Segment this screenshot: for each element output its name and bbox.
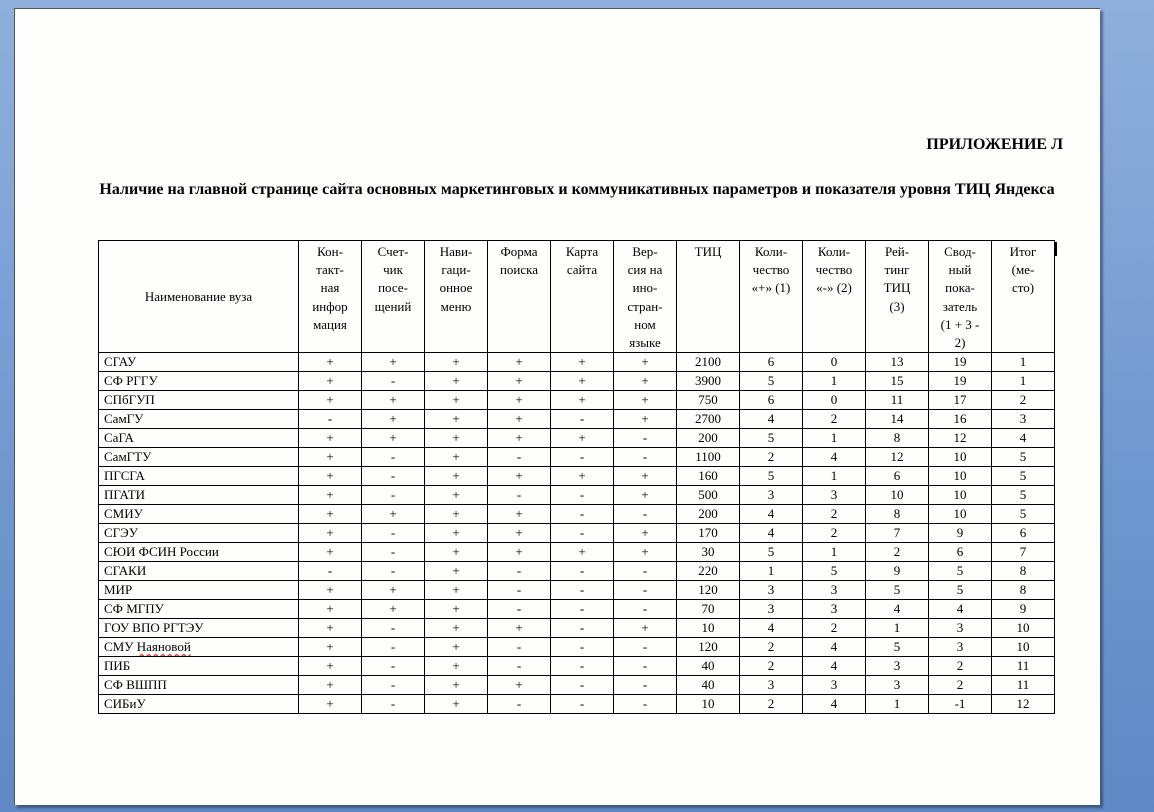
value-cell: 3 <box>803 486 866 505</box>
table-row <box>99 448 1055 467</box>
table-row <box>99 467 1055 486</box>
value-cell: 11 <box>992 676 1055 695</box>
value-cell: - <box>614 562 677 581</box>
value-cell: 1 <box>740 562 803 581</box>
value-cell: - <box>362 638 425 657</box>
table-row <box>99 600 1055 619</box>
value-cell: 3 <box>803 676 866 695</box>
value-cell: 3 <box>866 676 929 695</box>
value-cell: - <box>362 372 425 391</box>
value-cell: - <box>551 562 614 581</box>
value-cell: - <box>362 657 425 676</box>
value-cell: + <box>551 543 614 562</box>
value-cell: - <box>551 657 614 676</box>
value-cell: 6 <box>866 467 929 486</box>
value-cell: + <box>299 619 362 638</box>
value-cell: 3 <box>740 600 803 619</box>
value-cell: 3 <box>740 486 803 505</box>
value-cell: 170 <box>677 524 740 543</box>
value-cell: 6 <box>992 524 1055 543</box>
value-cell: 1 <box>866 695 929 714</box>
table-row <box>99 543 1055 562</box>
value-cell: 500 <box>677 486 740 505</box>
value-cell: - <box>362 524 425 543</box>
value-cell: + <box>362 581 425 600</box>
table-body <box>99 353 1055 714</box>
university-name-cell: СЮИ ФСИН России <box>99 543 299 562</box>
value-cell: + <box>488 410 551 429</box>
value-cell: 10 <box>992 638 1055 657</box>
value-cell: 11 <box>992 657 1055 676</box>
value-cell: 1 <box>803 467 866 486</box>
value-cell: 8 <box>992 581 1055 600</box>
value-cell: 220 <box>677 562 740 581</box>
value-cell: + <box>488 619 551 638</box>
value-cell: - <box>362 486 425 505</box>
value-cell: 7 <box>992 543 1055 562</box>
table-row <box>99 524 1055 543</box>
value-cell: 5 <box>866 638 929 657</box>
value-cell: 9 <box>992 600 1055 619</box>
value-cell: + <box>425 638 488 657</box>
value-cell: + <box>299 467 362 486</box>
value-cell: 0 <box>803 391 866 410</box>
value-cell: + <box>425 372 488 391</box>
value-cell: 8 <box>866 429 929 448</box>
value-cell: 3 <box>740 676 803 695</box>
value-cell: 1 <box>803 372 866 391</box>
column-header: Кон- такт- ная инфор мация <box>299 241 362 353</box>
value-cell: 6 <box>740 353 803 372</box>
university-name-cell: МИР <box>99 581 299 600</box>
appendix-label: ПРИЛОЖЕНИЕ Л <box>926 136 1063 153</box>
value-cell: 5 <box>929 562 992 581</box>
value-cell: + <box>614 619 677 638</box>
value-cell: 2 <box>803 619 866 638</box>
column-header: Вер- сия на ино- стран- ном языке <box>614 241 677 353</box>
value-cell: + <box>488 429 551 448</box>
value-cell: + <box>362 410 425 429</box>
value-cell: 2 <box>929 657 992 676</box>
value-cell: + <box>299 676 362 695</box>
column-header: Счет- чик посе- щений <box>362 241 425 353</box>
value-cell: + <box>362 429 425 448</box>
value-cell: - <box>488 562 551 581</box>
value-cell: - <box>614 676 677 695</box>
value-cell: + <box>362 505 425 524</box>
value-cell: + <box>551 429 614 448</box>
value-cell: 2 <box>992 391 1055 410</box>
value-cell: - <box>614 657 677 676</box>
value-cell: 10 <box>929 448 992 467</box>
column-header: Наименование вуза <box>99 241 299 353</box>
value-cell: 9 <box>866 562 929 581</box>
value-cell: + <box>299 657 362 676</box>
value-cell: 750 <box>677 391 740 410</box>
table-row <box>99 619 1055 638</box>
value-cell: - <box>614 581 677 600</box>
value-cell: 3 <box>866 657 929 676</box>
column-header: Итог (ме- сто) <box>992 241 1055 353</box>
value-cell: + <box>299 372 362 391</box>
value-cell: 12 <box>929 429 992 448</box>
university-name-cell: СФ РГГУ <box>99 372 299 391</box>
value-cell: + <box>551 353 614 372</box>
value-cell: 200 <box>677 429 740 448</box>
value-cell: 2 <box>803 505 866 524</box>
value-cell: + <box>488 524 551 543</box>
value-cell: 10 <box>677 695 740 714</box>
table-header-row <box>99 241 1055 353</box>
table-row <box>99 562 1055 581</box>
value-cell: 4 <box>929 600 992 619</box>
university-name-cell: СГАУ <box>99 353 299 372</box>
value-cell: - <box>614 638 677 657</box>
value-cell: 10 <box>929 486 992 505</box>
value-cell: - <box>488 486 551 505</box>
value-cell: + <box>425 467 488 486</box>
value-cell: - <box>614 448 677 467</box>
value-cell: 4 <box>803 695 866 714</box>
table-row <box>99 410 1055 429</box>
value-cell: 40 <box>677 657 740 676</box>
value-cell: 2700 <box>677 410 740 429</box>
value-cell: + <box>299 524 362 543</box>
value-cell: + <box>362 353 425 372</box>
value-cell: 2 <box>929 676 992 695</box>
university-name-cell: СИБиУ <box>99 695 299 714</box>
value-cell: 5 <box>740 467 803 486</box>
table-row <box>99 676 1055 695</box>
value-cell: 200 <box>677 505 740 524</box>
value-cell: + <box>488 391 551 410</box>
value-cell: 40 <box>677 676 740 695</box>
value-cell: 5 <box>992 448 1055 467</box>
value-cell: + <box>614 467 677 486</box>
value-cell: 5 <box>803 562 866 581</box>
value-cell: 5 <box>740 429 803 448</box>
value-cell: -1 <box>929 695 992 714</box>
value-cell: + <box>299 391 362 410</box>
value-cell: 2 <box>866 543 929 562</box>
value-cell: 3 <box>740 581 803 600</box>
value-cell: - <box>614 600 677 619</box>
value-cell: 4 <box>803 657 866 676</box>
column-header: ТИЦ <box>677 241 740 353</box>
value-cell: + <box>299 448 362 467</box>
table-row <box>99 695 1055 714</box>
table-row <box>99 505 1055 524</box>
value-cell: + <box>299 543 362 562</box>
column-header: Свод- ный пока- затель (1 + 3 - 2) <box>929 241 992 353</box>
value-cell: + <box>425 410 488 429</box>
value-cell: 2100 <box>677 353 740 372</box>
value-cell: + <box>299 353 362 372</box>
value-cell: 9 <box>929 524 992 543</box>
value-cell: 2 <box>740 448 803 467</box>
value-cell: 160 <box>677 467 740 486</box>
value-cell: 5 <box>740 543 803 562</box>
value-cell: 19 <box>929 372 992 391</box>
value-cell: + <box>488 353 551 372</box>
value-cell: 15 <box>866 372 929 391</box>
value-cell: 10 <box>929 505 992 524</box>
column-header: Карта сайта <box>551 241 614 353</box>
value-cell: + <box>425 657 488 676</box>
value-cell: + <box>425 391 488 410</box>
value-cell: - <box>551 524 614 543</box>
value-cell: 10 <box>929 467 992 486</box>
column-header: Форма поиска <box>488 241 551 353</box>
value-cell: - <box>551 505 614 524</box>
value-cell: - <box>488 657 551 676</box>
value-cell: + <box>425 486 488 505</box>
value-cell: + <box>488 372 551 391</box>
university-name-cell: СФ МГПУ <box>99 600 299 619</box>
value-cell: 8 <box>992 562 1055 581</box>
value-cell: - <box>551 600 614 619</box>
value-cell: - <box>362 543 425 562</box>
value-cell: 6 <box>929 543 992 562</box>
value-cell: + <box>614 410 677 429</box>
column-header: Нави- гаци- онное меню <box>425 241 488 353</box>
value-cell: - <box>299 562 362 581</box>
value-cell: + <box>425 353 488 372</box>
table-row <box>99 486 1055 505</box>
value-cell: 1 <box>803 543 866 562</box>
university-name-cell: СПбГУП <box>99 391 299 410</box>
value-cell: + <box>425 619 488 638</box>
value-cell: 2 <box>740 657 803 676</box>
value-cell: 5 <box>866 581 929 600</box>
value-cell: 1 <box>992 372 1055 391</box>
value-cell: 12 <box>866 448 929 467</box>
value-cell: - <box>551 410 614 429</box>
value-cell: - <box>488 638 551 657</box>
value-cell: 10 <box>677 619 740 638</box>
universities-table <box>98 240 1055 714</box>
university-name-cell: ГОУ ВПО РГТЭУ <box>99 619 299 638</box>
value-cell: 4 <box>740 524 803 543</box>
university-name-cell: СГЭУ <box>99 524 299 543</box>
value-cell: - <box>488 695 551 714</box>
value-cell: 2 <box>803 524 866 543</box>
value-cell: + <box>614 372 677 391</box>
value-cell: - <box>488 581 551 600</box>
value-cell: 2 <box>740 638 803 657</box>
value-cell: + <box>299 429 362 448</box>
value-cell: - <box>551 581 614 600</box>
table-row <box>99 581 1055 600</box>
value-cell: + <box>551 467 614 486</box>
value-cell: + <box>299 486 362 505</box>
value-cell: 6 <box>740 391 803 410</box>
value-cell: - <box>362 619 425 638</box>
value-cell: - <box>362 467 425 486</box>
university-name-cell: СамГТУ <box>99 448 299 467</box>
value-cell: 3 <box>929 619 992 638</box>
value-cell: 12 <box>992 695 1055 714</box>
university-name-cell: ПГАТИ <box>99 486 299 505</box>
value-cell: + <box>551 391 614 410</box>
value-cell: 4 <box>866 600 929 619</box>
spellcheck-underline: Наяновой <box>136 639 191 655</box>
value-cell: + <box>488 543 551 562</box>
value-cell: 120 <box>677 581 740 600</box>
value-cell: + <box>299 638 362 657</box>
value-cell: 17 <box>929 391 992 410</box>
value-cell: 5 <box>992 467 1055 486</box>
value-cell: 10 <box>992 619 1055 638</box>
value-cell: + <box>425 448 488 467</box>
value-cell: 2 <box>740 695 803 714</box>
value-cell: 70 <box>677 600 740 619</box>
value-cell: + <box>425 600 488 619</box>
value-cell: + <box>362 391 425 410</box>
value-cell: 10 <box>866 486 929 505</box>
value-cell: + <box>425 676 488 695</box>
value-cell: - <box>299 410 362 429</box>
value-cell: + <box>488 467 551 486</box>
table-row <box>99 391 1055 410</box>
value-cell: - <box>551 448 614 467</box>
value-cell: 120 <box>677 638 740 657</box>
value-cell: - <box>362 448 425 467</box>
value-cell: 5 <box>740 372 803 391</box>
table-row <box>99 657 1055 676</box>
value-cell: + <box>614 391 677 410</box>
value-cell: 1 <box>992 353 1055 372</box>
value-cell: + <box>299 505 362 524</box>
value-cell: 4 <box>740 619 803 638</box>
value-cell: + <box>614 524 677 543</box>
value-cell: 4 <box>740 505 803 524</box>
value-cell: + <box>299 695 362 714</box>
value-cell: + <box>425 429 488 448</box>
value-cell: 4 <box>803 638 866 657</box>
value-cell: 4 <box>803 448 866 467</box>
value-cell: 13 <box>866 353 929 372</box>
value-cell: - <box>551 638 614 657</box>
table-title: Наличие на главной странице сайта основных маркетинговых и коммуникативных параметров и показателя уровня ТИЦ Яндекса <box>99 181 1055 198</box>
value-cell: 1 <box>866 619 929 638</box>
value-cell: + <box>299 581 362 600</box>
column-header: Рей- тинг ТИЦ (3) <box>866 241 929 353</box>
university-name-cell: ПИБ <box>99 657 299 676</box>
value-cell: - <box>551 695 614 714</box>
value-cell: + <box>425 695 488 714</box>
value-cell: 5 <box>992 486 1055 505</box>
value-cell: + <box>614 353 677 372</box>
value-cell: 3 <box>929 638 992 657</box>
value-cell: 3 <box>803 581 866 600</box>
value-cell: - <box>551 619 614 638</box>
value-cell: 3 <box>992 410 1055 429</box>
university-name-cell: СамГУ <box>99 410 299 429</box>
table-row <box>99 353 1055 372</box>
value-cell: 1100 <box>677 448 740 467</box>
university-name-cell: ПГСГА <box>99 467 299 486</box>
value-cell: + <box>425 524 488 543</box>
value-cell: 11 <box>866 391 929 410</box>
value-cell: 4 <box>740 410 803 429</box>
value-cell: 19 <box>929 353 992 372</box>
university-name-cell: СМИУ <box>99 505 299 524</box>
value-cell: 7 <box>866 524 929 543</box>
table-row <box>99 429 1055 448</box>
value-cell: - <box>551 486 614 505</box>
value-cell: + <box>362 600 425 619</box>
value-cell: + <box>488 505 551 524</box>
value-cell: + <box>614 486 677 505</box>
value-cell: - <box>551 676 614 695</box>
value-cell: 5 <box>992 505 1055 524</box>
value-cell: + <box>299 600 362 619</box>
value-cell: - <box>362 695 425 714</box>
value-cell: 2 <box>803 410 866 429</box>
value-cell: + <box>425 543 488 562</box>
value-cell: - <box>614 505 677 524</box>
value-cell: 3900 <box>677 372 740 391</box>
value-cell: 4 <box>992 429 1055 448</box>
university-name-cell: СФ ВШПП <box>99 676 299 695</box>
value-cell: 5 <box>929 581 992 600</box>
university-name-cell: СМУ Наяновой <box>99 638 299 657</box>
value-cell: 3 <box>803 600 866 619</box>
value-cell: + <box>551 372 614 391</box>
text-cursor <box>1055 242 1057 256</box>
university-name-cell: СГАКИ <box>99 562 299 581</box>
university-name-cell: СаГА <box>99 429 299 448</box>
table-row <box>99 372 1055 391</box>
value-cell: 0 <box>803 353 866 372</box>
value-cell: - <box>362 562 425 581</box>
value-cell: + <box>425 505 488 524</box>
column-header: Коли- чество «+» (1) <box>740 241 803 353</box>
value-cell: - <box>362 676 425 695</box>
column-header: Коли- чество «-» (2) <box>803 241 866 353</box>
value-cell: + <box>425 562 488 581</box>
value-cell: + <box>614 543 677 562</box>
value-cell: 14 <box>866 410 929 429</box>
value-cell: 16 <box>929 410 992 429</box>
value-cell: - <box>488 448 551 467</box>
value-cell: + <box>425 581 488 600</box>
value-cell: 1 <box>803 429 866 448</box>
table-row <box>99 638 1055 657</box>
value-cell: + <box>488 676 551 695</box>
value-cell: - <box>614 695 677 714</box>
value-cell: 8 <box>866 505 929 524</box>
value-cell: - <box>488 600 551 619</box>
value-cell: - <box>614 429 677 448</box>
value-cell: 30 <box>677 543 740 562</box>
